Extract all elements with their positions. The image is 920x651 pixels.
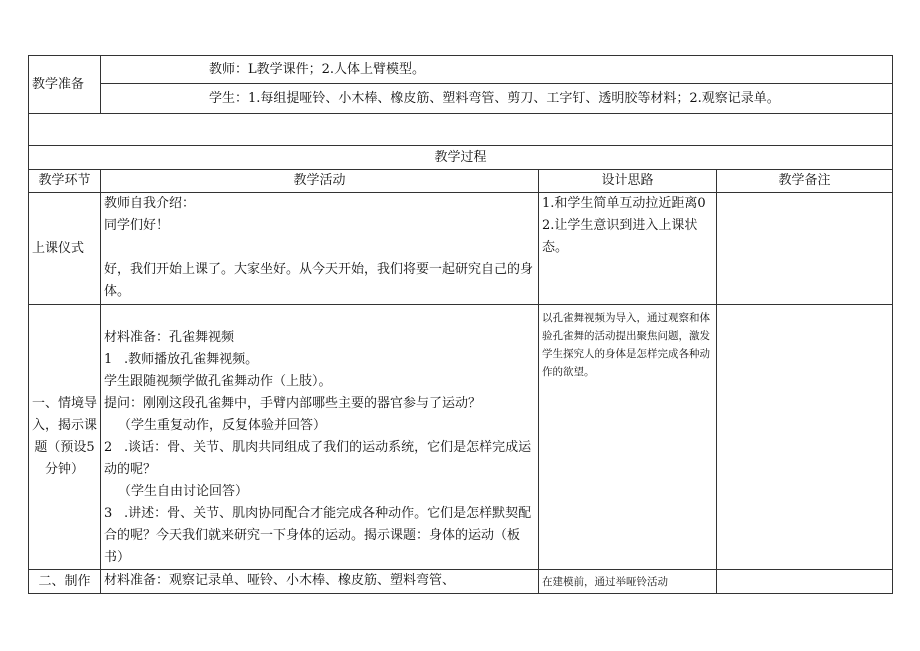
row1-design-line: 2.让学生意识到进入上课状态。 xyxy=(542,218,698,255)
row2-design: 以孔雀舞视频为导入，通过观察和体验孔雀舞的活动提出聚焦问题，激发学生探究人的身体是怎样完成各种动作的欲望。 xyxy=(539,305,717,570)
question-1: 提问：刚刚这段孔雀舞中，手臂内部哪些主要的器官参与了运动？ xyxy=(104,396,482,411)
step-3 xyxy=(104,503,535,569)
row1-design-line: 1.和学生简单互动拉近距离0 xyxy=(542,196,706,211)
header-notes: 教学备注 xyxy=(717,170,893,193)
header-design: 设计思路 xyxy=(539,170,717,193)
answer-2: （学生自由讨论回答） xyxy=(118,484,249,499)
row2-stage: 一、情境导入，揭示课题（预设5分钟） xyxy=(29,305,101,570)
row1-activity xyxy=(101,193,539,305)
row1-activity-line: 教师自我介绍： xyxy=(104,196,196,211)
materials-line: 材料准备：孔雀舞视频 xyxy=(104,330,235,345)
prep-label: 教学准备 xyxy=(29,56,101,114)
spacer-row xyxy=(29,114,893,146)
step-1-number: 1 xyxy=(104,352,113,367)
step-2-text: .谈话：骨、关节、肌肉共同组成了我们的运动系统，它们是怎样完成运动的呢？ xyxy=(104,440,532,477)
row1-activity-blank xyxy=(104,237,535,259)
step-3-number: 3 xyxy=(104,506,113,521)
row3-notes xyxy=(717,570,893,594)
step-1-student: 学生跟随视频学做孔雀舞动作（上肢）。 xyxy=(104,374,332,389)
prep-student: 学生：1.每组提哑铃、小木棒、橡皮筋、塑料弯管、剪刀、工字钉、透明胶等材料；2.观察记录单。 xyxy=(101,84,893,114)
step-3-text: .讲述：骨、关节、肌肉协同配合才能完成各种动作。它们是怎样默契配合的呢？今天我们就来研究一下身体的运动。揭示课题：身体的运动（板书） xyxy=(104,506,532,565)
step-2-number: 2 xyxy=(104,440,113,455)
row2-activity xyxy=(101,305,539,570)
process-title: 教学过程 xyxy=(29,146,893,170)
answer-1: （学生重复动作，反复体验并回答） xyxy=(118,418,327,433)
row3-stage: 二、制作 xyxy=(29,570,101,594)
row1-activity-line: 好，我们开始上课了。大家坐好。从今天开始，我们将要一起研究自己的身体。 xyxy=(104,262,534,299)
row1-design xyxy=(539,193,717,305)
step-1 xyxy=(104,349,535,371)
lesson-plan-table xyxy=(28,55,893,594)
step-1-text: .教师播放孔雀舞视频。 xyxy=(124,352,259,367)
row1-notes xyxy=(717,193,893,305)
row1-activity-line: 同学们好！ xyxy=(104,218,170,233)
step-2 xyxy=(104,437,535,481)
header-stage: 教学环节 xyxy=(29,170,101,193)
row3-activity: 材料准备：观察记录单、哑铃、小木棒、橡皮筋、塑料弯管、 xyxy=(101,570,539,594)
header-activity: 教学活动 xyxy=(101,170,539,193)
row1-stage: 上课仪式 xyxy=(29,193,101,305)
row3-design: 在建模前，通过举哑铃活动 xyxy=(539,570,717,594)
row2-notes xyxy=(717,305,893,570)
prep-teacher: 教师：L教学课件；2.人体上臂模型。 xyxy=(101,56,893,84)
